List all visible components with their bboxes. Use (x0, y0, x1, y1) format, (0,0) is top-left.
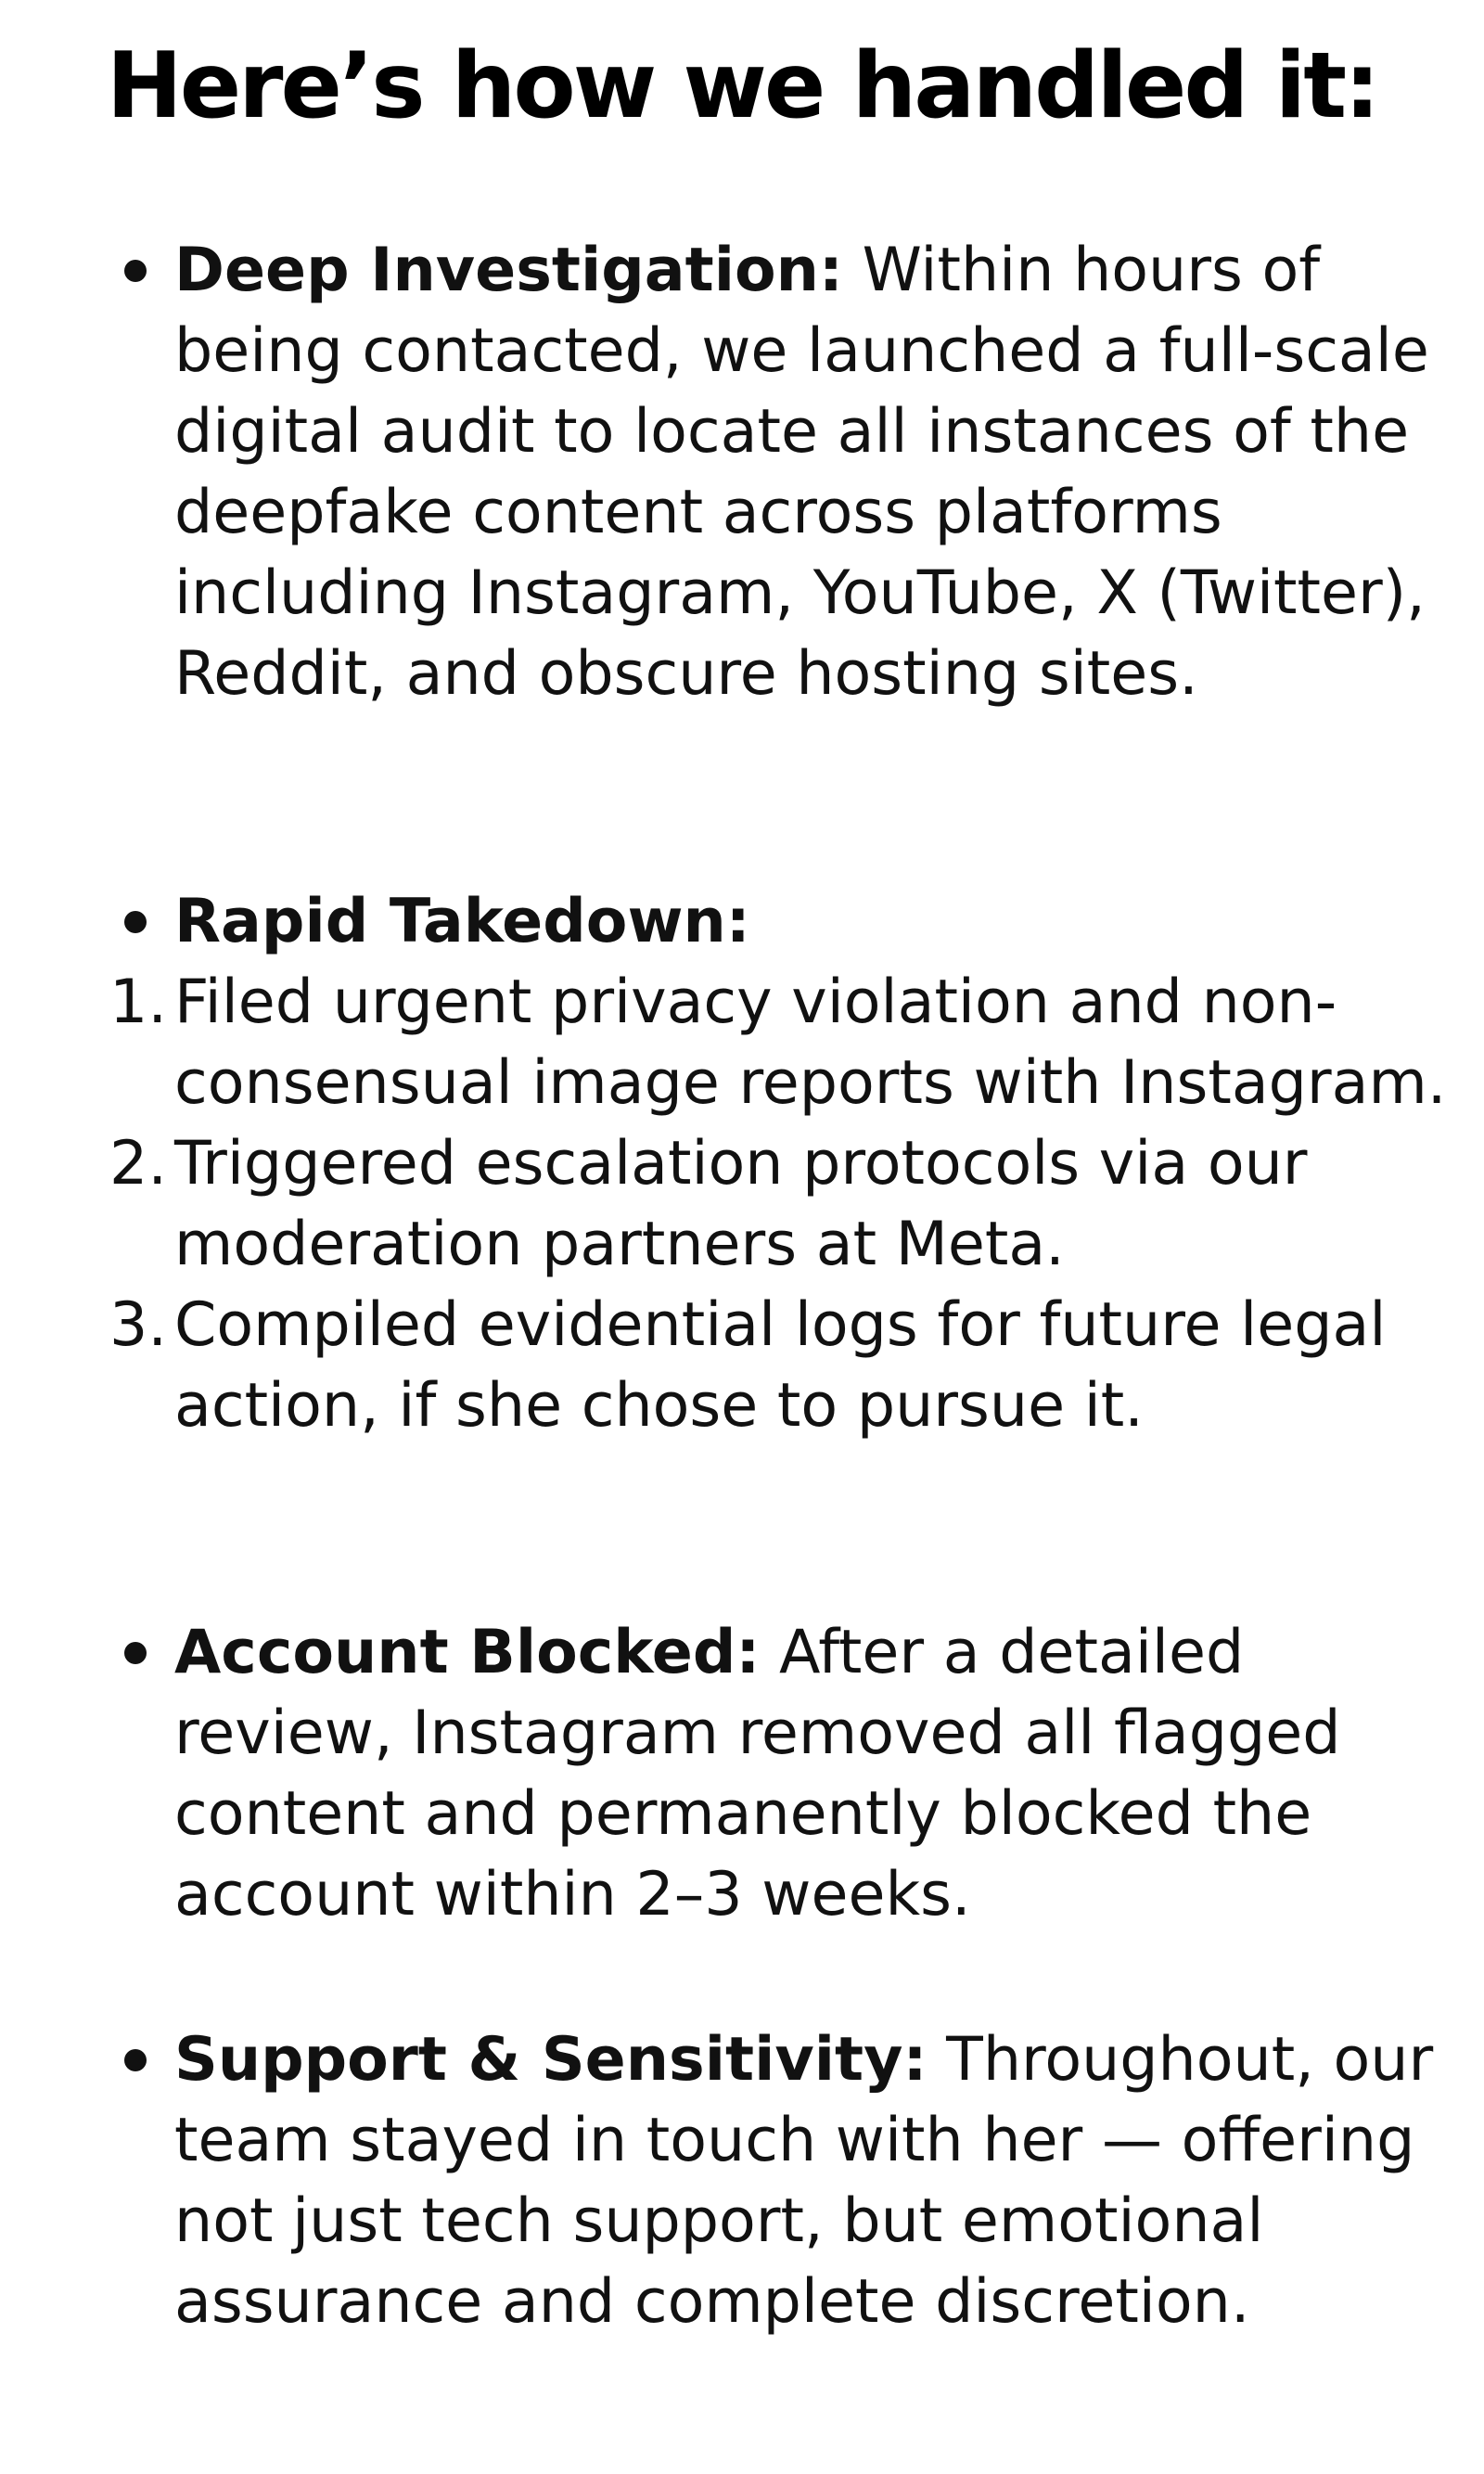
item-body: Within hours of being contacted, we launched a full-scale digital audit to locate all instances of the deepfake content across platforms including Instagram, YouTube, X (Twitter), Reddit, and obscure hosting sites. (174, 236, 1429, 709)
step-number: 1. (109, 968, 168, 1037)
takedown-step (0, 962, 1484, 1123)
item-title: Account Blocked: (174, 1618, 761, 1687)
step-text: Compiled evidential logs for future legal action, if she chose to pursue it. (174, 1290, 1387, 1441)
step-number: 2. (109, 1129, 168, 1199)
item-title: Deep Investigation: (174, 236, 843, 305)
step-text: Triggered escalation protocols via our moderation partners at Meta. (174, 1129, 1308, 1279)
takedown-step (0, 1123, 1484, 1285)
bullet-icon (124, 1642, 147, 1664)
step-text: Filed urgent privacy violation and non-consensual image reports with Instagram. (174, 968, 1447, 1118)
list-item-deep-investigation (0, 230, 1484, 714)
step-number: 3. (109, 1290, 168, 1360)
list-item-account-blocked (0, 1612, 1484, 1935)
item-body: Throughout, our team stayed in touch with her — offering not just tech support, but emotional assurance and complete discretion. (174, 2025, 1434, 2337)
takedown-step (0, 1285, 1484, 1446)
item-body: After a detailed review, Instagram removed all flagged content and permanently blocked the account within 2–3 weeks. (174, 1618, 1341, 1929)
list-item-support-sensitivity (0, 2019, 1484, 2342)
item-title: Rapid Takedown: (174, 887, 750, 956)
bullet-icon (124, 2049, 147, 2071)
list-item-rapid-takedown (0, 881, 1484, 1446)
page-title: Here’s how we handled it: (106, 33, 1378, 139)
bullet-icon (124, 260, 147, 282)
bullet-icon (124, 911, 147, 933)
item-title: Support & Sensitivity: (174, 2025, 928, 2095)
